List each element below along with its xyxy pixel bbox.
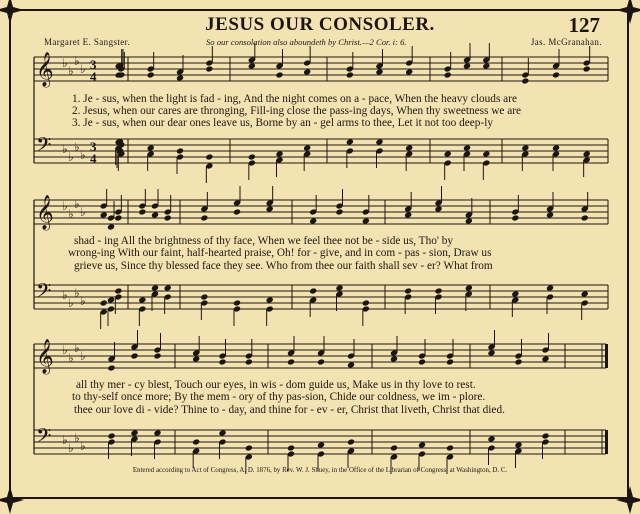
- flat-sign-icon: ♭: [62, 199, 68, 213]
- note-head: [404, 287, 412, 294]
- note-head: [233, 299, 241, 306]
- final-bar-line: [605, 430, 608, 454]
- note-head: [317, 358, 325, 365]
- note-head: [147, 144, 155, 151]
- note-head: [245, 444, 253, 451]
- lyric-line: all thy mer - cy blest, Touch our eyes, in wis - dom guide us, Make us in thy love to rest.: [76, 379, 476, 391]
- note-head: [514, 441, 522, 448]
- hymn-title: JESUS OUR CONSOLER.: [205, 14, 435, 35]
- bass-clef-icon: 𝄢: [36, 133, 52, 161]
- note-head: [245, 358, 253, 365]
- lyric-line: to thy-self once more; By the mem - ory of thy pas-sion, Chide our coldness, we im - plore.: [72, 391, 486, 403]
- bass-clef-icon: 𝄢: [36, 279, 52, 307]
- note-head: [114, 287, 122, 294]
- flat-sign-icon: ♭: [62, 56, 68, 70]
- note-head: [153, 429, 161, 436]
- note-head: [404, 211, 412, 218]
- note-head: [138, 208, 146, 215]
- treble-clef-icon: 𝄞: [36, 339, 54, 374]
- note-head: [482, 150, 490, 157]
- treble-clef-icon: 𝄞: [36, 195, 54, 230]
- note-head: [248, 62, 256, 69]
- note-head: [153, 352, 161, 359]
- note-head: [390, 444, 398, 451]
- composer-credit: Jas. McGranahan.: [530, 37, 602, 47]
- note-head: [405, 144, 413, 151]
- note-head: [309, 217, 317, 224]
- note-head: [546, 211, 554, 218]
- note-head: [346, 71, 354, 78]
- note-head: [275, 150, 283, 157]
- note-head: [434, 205, 442, 212]
- note-head: [487, 349, 495, 356]
- note-head: [151, 284, 159, 291]
- lyric-line: grieve us, Since thy blessed face they see. Who from thee our faith shall sev - er? What from: [74, 260, 493, 272]
- flat-sign-icon: ♭: [80, 439, 86, 453]
- note-head: [375, 68, 383, 75]
- note-head: [176, 74, 184, 81]
- note-head: [138, 296, 146, 303]
- lyric-line: wrong-ing With our faint, half-hearted praise, Oh! for - give, and in com - pas - sion, Draw us: [68, 247, 492, 259]
- note-head: [362, 217, 370, 224]
- note-head: [541, 432, 549, 439]
- flat-sign-icon: ♭: [62, 433, 68, 447]
- note-head: [176, 147, 184, 154]
- note-head: [200, 293, 208, 300]
- note-head: [375, 138, 383, 145]
- note-head: [266, 296, 274, 303]
- note-head: [347, 361, 355, 368]
- lyric-line: shad - ing All the brightness of thy face, When we feel thee not be - side us, Tho' by: [74, 235, 454, 247]
- note-head: [482, 62, 490, 69]
- lyric-line: 1. Je - sus, when the light is fad - ing, And the night comes on a - pace, When the heavy clouds are: [72, 93, 517, 105]
- author-credit: Margaret E. Sangster.: [44, 37, 131, 47]
- note-head: [303, 144, 311, 151]
- note-head: [514, 358, 522, 365]
- note-head: [465, 284, 473, 291]
- flat-sign-icon: ♭: [68, 150, 74, 164]
- flat-sign-icon: ♭: [74, 54, 80, 68]
- note-head: [463, 144, 471, 151]
- note-head: [192, 438, 200, 445]
- note-head: [552, 71, 560, 78]
- time-signature-bottom: 4: [90, 69, 97, 84]
- flat-sign-icon: ♭: [80, 294, 86, 308]
- note-head: [107, 364, 115, 371]
- note-head: [218, 358, 226, 365]
- lyric-line: 2. Jesus, when our cares are thronging, Fill-ing close the pass-ing days, When thy sweetness we are: [72, 105, 522, 117]
- note-head: [164, 214, 172, 221]
- note-head: [581, 290, 589, 297]
- flat-sign-icon: ♭: [80, 205, 86, 219]
- note-head: [309, 287, 317, 294]
- note-head: [335, 284, 343, 291]
- note-head: [362, 299, 370, 306]
- copyright-notice: Entered according to Act of Congress, A. D. 1876, by Rev. W. J. Shuey, in the Office of the Librarian of Congress, at Washington, D. C.: [132, 467, 508, 474]
- flat-sign-icon: ♭: [68, 207, 74, 221]
- note-head: [287, 358, 295, 365]
- note-head: [205, 153, 213, 160]
- note-head: [317, 441, 325, 448]
- note-head: [521, 144, 529, 151]
- note-head: [107, 296, 115, 303]
- note-head: [444, 150, 452, 157]
- note-head: [218, 429, 226, 436]
- lyric-line: thee our love di - vide? Thine to - day, and thine for - ev - er, Christ that liveth, Christ that died.: [74, 404, 505, 416]
- flat-sign-icon: ♭: [68, 351, 74, 365]
- note-head: [346, 138, 354, 145]
- flat-sign-icon: ♭: [68, 64, 74, 78]
- note-head: [130, 352, 138, 359]
- note-head: [511, 214, 519, 221]
- note-head: [335, 208, 343, 215]
- note-head: [463, 62, 471, 69]
- note-head: [151, 211, 159, 218]
- note-head: [446, 444, 454, 451]
- note-head: [446, 358, 454, 365]
- time-signature-bottom: 4: [90, 151, 97, 166]
- note-head: [541, 355, 549, 362]
- flat-sign-icon: ♭: [80, 349, 86, 363]
- time-signature-top: 3: [90, 139, 97, 154]
- note-head: [552, 144, 560, 151]
- flat-sign-icon: ♭: [74, 286, 80, 300]
- note-head: [434, 287, 442, 294]
- note-head: [465, 217, 473, 224]
- note-head: [248, 153, 256, 160]
- note-head: [114, 214, 122, 221]
- note-head: [147, 71, 155, 78]
- note-head: [405, 68, 413, 75]
- note-head: [130, 429, 138, 436]
- note-head: [546, 284, 554, 291]
- note-head: [287, 444, 295, 451]
- note-head: [107, 432, 115, 439]
- flat-sign-icon: ♭: [74, 431, 80, 445]
- note-head: [107, 223, 115, 230]
- note-head: [303, 68, 311, 75]
- note-head: [418, 358, 426, 365]
- flat-sign-icon: ♭: [68, 296, 74, 310]
- note-head: [200, 214, 208, 221]
- note-head: [521, 77, 529, 84]
- flat-sign-icon: ♭: [74, 197, 80, 211]
- final-bar-line: [605, 344, 608, 368]
- note-head: [347, 438, 355, 445]
- bass-clef-icon: 𝄢: [36, 424, 52, 452]
- note-head: [266, 205, 274, 212]
- flat-sign-icon: ♭: [62, 288, 68, 302]
- note-head: [100, 211, 108, 218]
- time-signature-top: 3: [90, 57, 97, 72]
- note-head: [581, 214, 589, 221]
- note-head: [583, 65, 591, 72]
- flat-sign-icon: ♭: [74, 341, 80, 355]
- note-head: [275, 71, 283, 78]
- flat-sign-icon: ♭: [74, 140, 80, 154]
- note-head: [444, 71, 452, 78]
- flat-sign-icon: ♭: [80, 148, 86, 162]
- flat-sign-icon: ♭: [80, 62, 86, 76]
- note-head: [390, 355, 398, 362]
- treble-clef-icon: 𝄞: [36, 52, 54, 87]
- note-head: [164, 284, 172, 291]
- lyric-line: 3. Je - sus, when our dear ones leave us, Borne by an - gel arms to thee, Let it not too deep-ly: [72, 117, 494, 129]
- note-head: [511, 290, 519, 297]
- note-head: [192, 355, 200, 362]
- note-head: [233, 208, 241, 215]
- flat-sign-icon: ♭: [62, 343, 68, 357]
- flat-sign-icon: ♭: [68, 441, 74, 455]
- note-head: [583, 150, 591, 157]
- scripture-reference: So our consolation also aboundeth by Christ.—2 Cor. i: 6.: [206, 37, 407, 47]
- page-number: 127: [568, 13, 600, 37]
- note-head: [487, 435, 495, 442]
- note-head: [418, 441, 426, 448]
- flat-sign-icon: ♭: [62, 142, 68, 156]
- note-head: [100, 299, 108, 306]
- note-head: [205, 65, 213, 72]
